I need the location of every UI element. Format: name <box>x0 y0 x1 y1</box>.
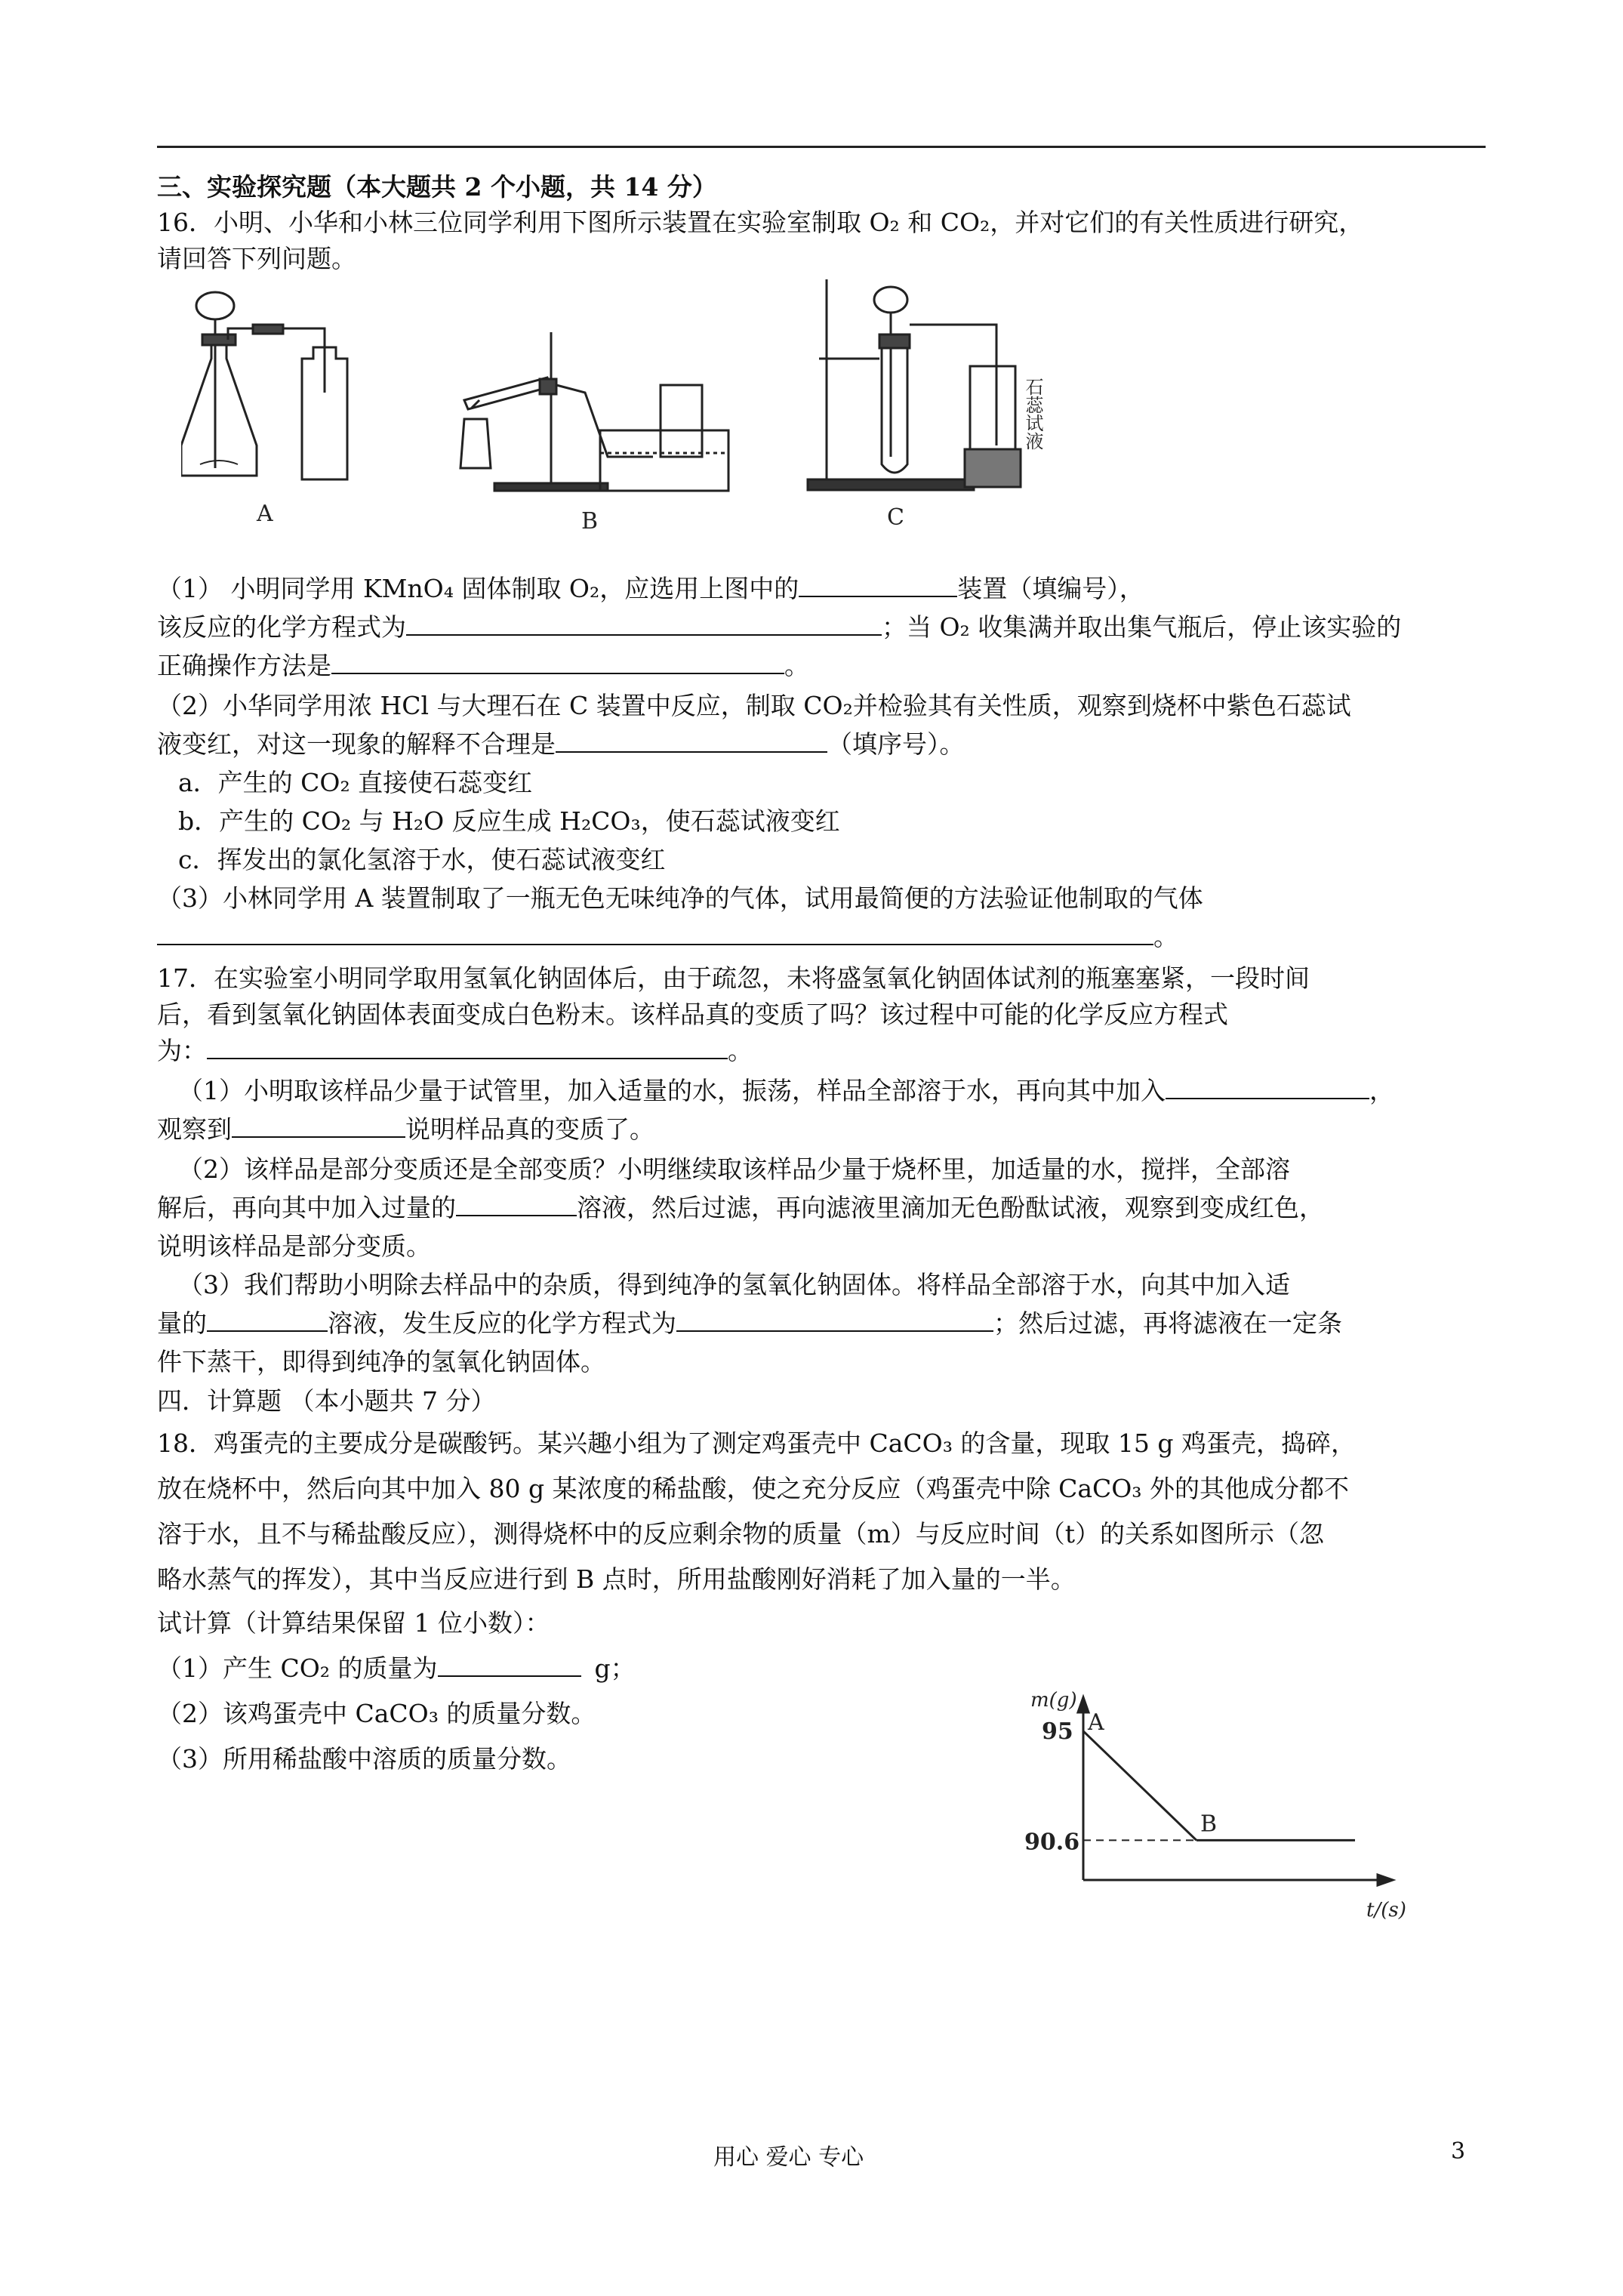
q17-stem-text-a: 为： <box>157 1036 207 1065</box>
q17-part3-line1: （3）我们帮助小明除去样品中的杂质，得到纯净的氢氧化钠固体。将样品全部溶于水，向其中加入适 <box>178 1270 1290 1299</box>
q17-part3-line2 <box>157 1307 1342 1340</box>
q18-line4: 略水蒸气的挥发），其中当反应进行到 B 点时，所用盐酸刚好消耗了加入量的一半。 <box>157 1564 1076 1594</box>
q17-stem-text-b: 。 <box>728 1036 753 1065</box>
q16-p2-text-b: 液变红，对这一现象的解释不合理是 <box>157 729 556 759</box>
q17-p3-text-c: 溶液，发生反应的化学方程式为 <box>328 1308 676 1338</box>
q16-p1-text-c: 该反应的化学方程式为 <box>157 612 406 642</box>
q18-sub1 <box>157 1652 636 1685</box>
q16-option-a: a．产生的 CO₂ 直接使石蕊变红 <box>178 768 533 797</box>
q17-stem-line3 <box>157 1034 753 1068</box>
y-axis-arrow <box>1078 1697 1089 1712</box>
q17-p1-text-b: ， <box>1369 1076 1394 1105</box>
q16-stem-line1: 16．小明、小华和小林三位同学利用下图所示装置在实验室制取 O₂ 和 CO₂，并对它们的有关性质进行研究， <box>157 208 1364 237</box>
q16-p1-text-a: （1） 小明同学用 KMnO₄ 固体制取 O₂，应选用上图中的 <box>157 574 799 603</box>
answer-blank-reaction-equation[interactable] <box>207 1035 728 1059</box>
q16-p1-text-d: ；当 O₂ 收集满并取出集气瓶后，停止该实验的 <box>882 612 1402 642</box>
figure-label-c: C <box>887 504 904 531</box>
q18-sub3: （3）所用稀盐酸中溶质的质量分数。 <box>157 1744 571 1774</box>
answer-blank-excess-solution[interactable] <box>456 1192 577 1216</box>
section3-heading: 三、实验探究题（本大题共 2 个小题，共 14 分） <box>157 172 717 202</box>
figure-label-a: A <box>257 501 273 527</box>
q17-part1-line1 <box>178 1074 1394 1108</box>
figure-label-b: B <box>581 508 599 535</box>
y-tick-label-90-6: 90.6 <box>1024 1829 1080 1856</box>
q17-stem-line1: 17．在实验室小明同学取用氢氧化钠固体后，由于疏忽，未将盛氢氧化钠固体试剂的瓶塞塞紧，一段时间 <box>157 963 1310 993</box>
q18-sub2: （2）该鸡蛋壳中 CaCO₃ 的质量分数。 <box>157 1699 596 1728</box>
q16-part2-line1: （2）小华同学用浓 HCl 与大理石在 C 装置中反应，制取 CO₂并检验其有关性质，观察到烧杯中紫色石蕊试 <box>157 691 1351 720</box>
x-axis-arrow <box>1378 1875 1393 1885</box>
q18-s1-text-b: g； <box>594 1653 636 1683</box>
q18-line3: 溶于水，且不与稀盐酸反应），测得烧杯中的反应剩余物的质量（m）与反应时间（t）的关系如图所示（忽 <box>157 1519 1325 1549</box>
q17-part2-line3: 说明该样品是部分变质。 <box>157 1231 431 1261</box>
answer-blank-equation[interactable] <box>406 612 882 636</box>
point-label-b: B <box>1200 1811 1218 1838</box>
x-axis-label: t/(s) <box>1366 1899 1406 1922</box>
q17-part2-line2 <box>157 1191 1324 1225</box>
q17-part2-line1: （2）该样品是部分变质还是全部变质？小明继续取该样品少量于烧杯里，加适量的水，搅拌，全部溶 <box>178 1154 1290 1184</box>
y-axis-label: m(g) <box>1030 1689 1077 1712</box>
q17-stem-line2: 后，看到氢氧化钠固体表面变成白色粉末。该样品真的变质了吗？该过程中可能的化学反应方程式 <box>157 1000 1228 1029</box>
q16-part2-line2 <box>157 728 965 761</box>
page-number: 3 <box>1451 2138 1466 2165</box>
q16-part1-line2 <box>157 611 1401 644</box>
q16-option-b: b．产生的 CO₂ 与 H₂O 反应生成 H₂CO₃，使石蕊试液变红 <box>178 806 840 836</box>
mass-time-chart <box>1012 1676 1419 1948</box>
apparatus-figure-b <box>434 325 736 536</box>
answer-blank-co2-mass[interactable] <box>438 1653 581 1677</box>
apparatus-figure-c <box>800 276 1102 532</box>
footer-motto: 用心 爱心 专心 <box>713 2144 864 2171</box>
section4-heading: 四．计算题 （本小题共 7 分） <box>157 1386 496 1416</box>
q17-p2-text-c: 溶液，然后过滤，再向滤液里滴加无色酚酞试液，观察到变成红色， <box>577 1193 1324 1222</box>
q16-option-c: c．挥发出的氯化氢溶于水，使石蕊试液变红 <box>178 845 666 874</box>
y-tick-label-95: 95 <box>1042 1718 1073 1745</box>
answer-blank-apparatus[interactable] <box>799 573 957 597</box>
answer-blank-operation[interactable] <box>331 650 784 674</box>
q16-part1-line3 <box>157 649 809 683</box>
answer-blank-unreasonable[interactable] <box>556 729 827 753</box>
q16-p1-text-b: 装置（填编号）， <box>957 574 1144 603</box>
q16-p1-text-e: 正确操作方法是 <box>157 651 331 680</box>
q17-p3-text-b: 量的 <box>157 1308 207 1338</box>
q18-calc-intro: 试计算（计算结果保留 1 位小数）： <box>157 1608 550 1638</box>
top-rule <box>157 146 1486 148</box>
q17-p1-text-c: 观察到 <box>157 1114 232 1144</box>
q18-line2: 放在烧杯中，然后向其中加入 80 g 某浓度的稀盐酸，使之充分反应（鸡蛋壳中除 CaCO₃ 外的其他成分都不 <box>157 1474 1350 1503</box>
q17-p1-text-d: 说明样品真的变质了。 <box>405 1114 654 1144</box>
q17-part1-line2 <box>157 1113 654 1146</box>
answer-blank-solution[interactable] <box>207 1308 328 1332</box>
q16-p1-text-f: 。 <box>784 651 809 680</box>
litmus-label: 石蕊试液 <box>1022 378 1043 450</box>
answer-blank-reagent[interactable] <box>1166 1075 1369 1099</box>
q16-part3-line1: （3）小林同学用 A 装置制取了一瓶无色无味纯净的气体，试用最简便的方法验证他制取的气体 <box>157 883 1203 913</box>
answer-blank-observation[interactable] <box>232 1114 405 1138</box>
q17-p1-text-a: （1）小明取该样品少量于试管里，加入适量的水，振荡，样品全部溶于水，再向其中加入 <box>178 1076 1166 1105</box>
q16-part1-line1 <box>157 572 1144 606</box>
q16-p3-text-b: 。 <box>1153 922 1178 951</box>
q17-p3-text-d: ；然后过滤，再将滤液在一定条 <box>993 1308 1342 1338</box>
answer-blank-verify-gas[interactable] <box>157 921 1153 945</box>
answer-blank-chem-equation[interactable] <box>676 1308 993 1332</box>
point-label-a: A <box>1088 1709 1104 1736</box>
apparatus-figure-a <box>181 283 355 532</box>
q16-p2-text-c: （填序号）。 <box>827 729 965 759</box>
reaction-line-a-b <box>1083 1731 1196 1841</box>
q16-part3-line2 <box>157 920 1178 954</box>
q18-line1: 18．鸡蛋壳的主要成分是碳酸钙。某兴趣小组为了测定鸡蛋壳中 CaCO₃ 的含量，现取 15 g 鸡蛋壳，捣碎， <box>157 1428 1357 1458</box>
q17-p2-text-b: 解后，再向其中加入过量的 <box>157 1193 456 1222</box>
q18-s1-text-a: （1）产生 CO₂ 的质量为 <box>157 1653 438 1683</box>
q17-part3-line3: 件下蒸干，即得到纯净的氢氧化钠固体。 <box>157 1347 605 1376</box>
q16-stem-line2: 请回答下列问题。 <box>157 244 356 273</box>
